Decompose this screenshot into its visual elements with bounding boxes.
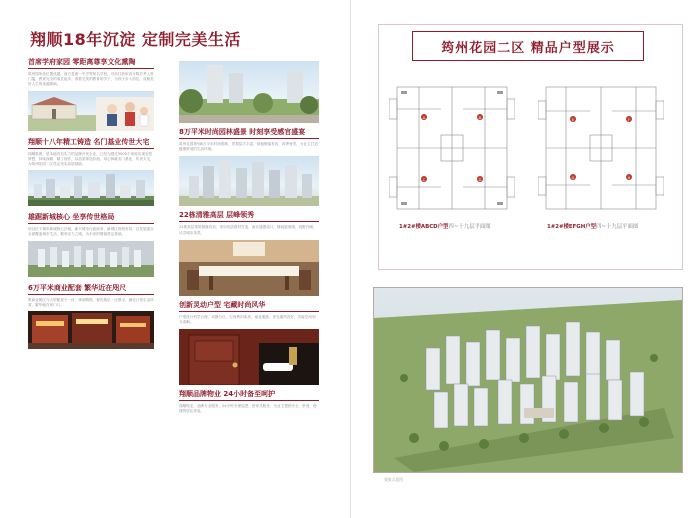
floorplan-title: 筠州花园二区 精品户型展示	[412, 31, 644, 61]
photo-doorman	[179, 329, 319, 385]
photo-interior	[179, 240, 319, 296]
aerial-caption: 效果示意图	[384, 477, 403, 482]
photo-shopping-street	[28, 311, 154, 349]
section-title-garden: 8万平米时尚园林盛景 时刻享受感官盛宴	[179, 128, 319, 139]
section-title-highrise: 22栋清雅高层 层峰领秀	[179, 211, 319, 222]
floorplan-caption-efgh-sub: 四~十九层平面图	[596, 224, 639, 230]
floorplan-caption-abcd-sub: 四~十九层平面图	[448, 224, 491, 230]
unit-label-g: G	[571, 176, 575, 180]
section-title-location: 雄踞新城核心 坐享传世格局	[28, 213, 154, 224]
photo-city-skyline	[28, 170, 154, 206]
column-left	[28, 58, 154, 349]
section-title-school: 首席学府家园 零距离尊享文化熏陶	[28, 58, 154, 69]
section-text-location: 项目位于城市新城核心区域，新兴城市行政商务，新城区规划布局，以发展重点全面覆盖城市生活，繁荣活力之城，为未来的增值奠定基础。	[28, 227, 154, 237]
photo-district-aerial	[28, 241, 154, 277]
unit-label-a: A	[422, 116, 426, 120]
section-text-brand: 翔顺集团，是本地具有实力的品牌开发企业，已经为超过5000个家庭实现安居梦想，持续深耕、精工细作，以品质缔造价值，用心铸就名门基业，传世大宅，为筑州花园二区奠定坚实品质基础。	[28, 151, 154, 167]
section-text-commerce: 集商业街区与大型配套于一体，休闲购物，餐饮娱乐一应俱全，满足日常生活所需，繁华就在家门口。	[28, 297, 154, 307]
floorplan-caption-efgh	[547, 222, 638, 230]
photo-highrise	[179, 156, 319, 206]
column-middle	[179, 61, 319, 415]
unit-label-b: B	[478, 116, 482, 120]
floorplan-efgh	[538, 79, 664, 216]
floorplan-abcd	[389, 79, 515, 216]
unit-label-d: D	[478, 178, 482, 182]
aerial-render	[374, 288, 682, 472]
unit-label-h: H	[627, 176, 631, 180]
section-text-garden: 筑州花园规划8万平米时尚园林，景观层次丰富，绿植错落有致，四季皆景，为业主打造健康舒适的生活环境。	[179, 142, 318, 152]
section-text-floorplan: 户型设计科学合理，动静分区，空间利用率高，南北通透，采光通风良好，功能空间划分清晰。	[179, 314, 316, 325]
unit-label-c: C	[422, 178, 426, 182]
brochure-headline: 翔顺18年沉淀 定制完美生活	[30, 30, 241, 49]
unit-label-f: F	[627, 118, 631, 122]
section-text-school: 筑州园所处位置优越，前方是唐一中学等知名学校，可前往获取高分数后考入贵门槛，教育完全的成长起步。看看完美的教育的学子，为孩子步入前往，成就美好人生的优越基础。	[28, 72, 154, 87]
photo-school	[28, 91, 154, 131]
photo-garden	[179, 61, 319, 123]
unit-label-e: E	[571, 118, 575, 122]
section-text-highrise: 22栋高层建筑错落有致，采用优质建材打造，南北通透设计，楼间距宽阔，视野开阔，尽享城市美景。	[179, 225, 317, 235]
section-title-commerce: 6万平米商业配套 繁华近在咫尺	[28, 284, 154, 295]
section-text-property: 翔顺物业，品牌专业服务，24小时安保巡逻，管家式服务，为业主提供安全、舒适、便捷的居住体验。	[179, 404, 317, 414]
floorplan-caption-abcd	[399, 222, 491, 230]
fold-line	[350, 0, 351, 518]
section-title-brand: 翔顺十八年精工铸造 名门基业传世大宅	[28, 138, 154, 149]
aerial-render-frame	[373, 287, 683, 473]
section-title-floorplan: 创新灵动户型 宅藏时尚风华	[179, 301, 319, 312]
section-title-property: 翔顺品牌物业 24小时备至呵护	[179, 390, 319, 401]
floorplan-caption-abcd-main: 1#2#楼ABCD户型	[399, 224, 449, 230]
floorplan-caption-efgh-main: 1#2#楼EFGH户型	[547, 224, 597, 230]
